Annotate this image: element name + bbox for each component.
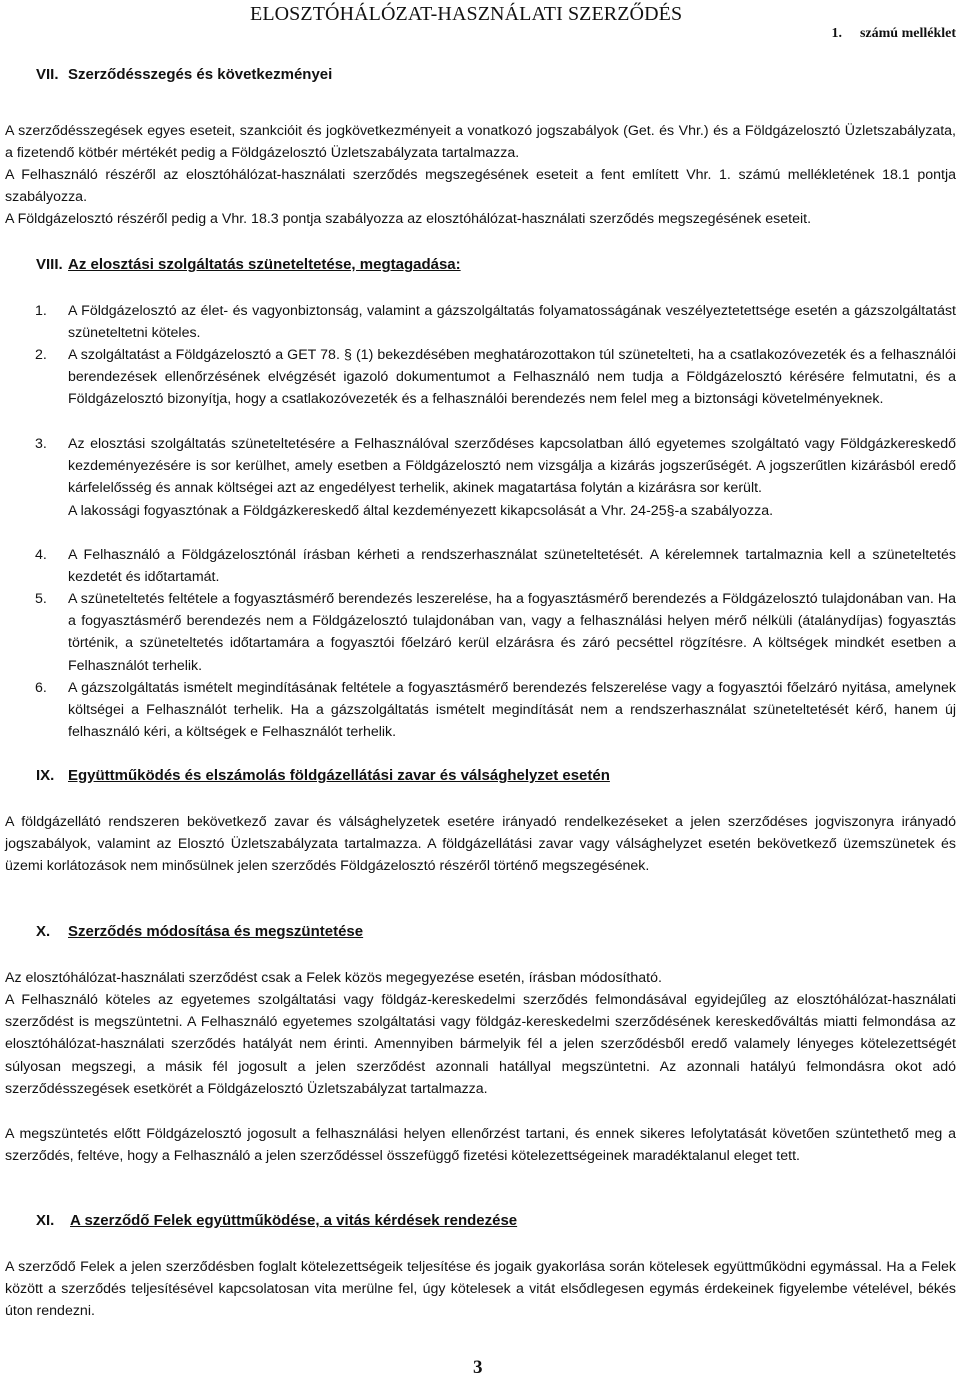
list-item <box>5 433 956 522</box>
list-item <box>5 544 956 588</box>
paragraph: A Földgázelosztó részéről pedig a Vhr. 18.3 pontja szabályozza az elosztóhálózat-használati szerződés megszegésének eseteit. <box>5 211 812 227</box>
list-item-text: A gázszolgáltatás ismételt megindításának feltétele a fogyasztásmérő berendezés felszerelése vagy a fogyasztói főelzáró nyitása, amelynek költségei a Felhasználót terhelik. Ha a gázszolgáltatás ismételt megindítását nem a rendszerhasználat szüneteltetését kérő, hanem új felhasználó kéri, a költségek e Felhasználót terhelik. <box>68 680 956 741</box>
annex-label <box>831 26 956 42</box>
section-number: XI. <box>36 1212 55 1229</box>
document-title: ELOSZTÓHÁLÓZAT-HASZNÁLATI SZERZŐDÉS <box>250 3 683 25</box>
section-heading-xi <box>36 1212 517 1229</box>
list-item <box>5 588 956 677</box>
section-number: X. <box>36 923 51 940</box>
paragraph: A megszüntetés előtt Földgázelosztó jogosult a felhasználási helyen ellenőrzést tartani, és ennek sikeres lefolytatását követően szüntethető meg a szerződés, feltéve, hogy a Felhasználó a jelen szerződéssel összefüggő fizetési kötelezettségeinek maradéktalanul eleget tett. <box>5 1126 956 1165</box>
list-item-number: 5. <box>35 591 47 607</box>
section-heading-viii <box>36 256 461 273</box>
paragraph: A földgázellátó rendszeren bekövetkező zavar és válsághelyzetek esetére irányadó rendelkezéseket a jelen szerződéses jogviszonyra irányadó jogszabályok, valamint az Elosztó Üzletszabályzata tartalmazza. A földgázellátási zavar vagy válsághelyzet esetén bekövetkező üzemszünetek és üzemi korlátozások nem minősülnek jelen szerződés Földgázelosztó részéről történő megszegésének. <box>5 814 956 875</box>
section-title: A szerződő Felek együttműködése, a vitás kérdések rendezése <box>70 1212 518 1229</box>
page-number: 3 <box>473 1357 483 1378</box>
annex-text: számú melléklet <box>859 26 956 41</box>
section-heading-vii <box>36 66 332 83</box>
paragraph: A szerződésszegések egyes eseteit, szankcióit és jogkövetkezményeit a vonatkozó jogszabályok (Get. és Vhr.) és a Földgázelosztó Üzletszabályzata, a fizetendő kötbér mértékét pedig a Földgázelosztó Üzletszabályzata tartalmazza. <box>5 123 956 162</box>
list-item-text: A szüneteltetés feltétele a fogyasztásmérő berendezés leszerelése, ha a fogyasztásmérő berendezés a Földgázelosztó tulajdonában van. Ha a fogyasztásmérő berendezés nem a Földgázelosztó tulajdonában van, vagy a felhasználási helyen mérő nélküli (átalánydíjas) fogyasztás történik, a szüneteltetés időtartamára a fogyasztói főelzáró kerül elzárásra és záró pecséttel rögzítésre. A költségek mindkét esetben a Felhasználót terhelik. <box>68 591 956 674</box>
annex-number: 1. <box>831 26 842 41</box>
section-heading-x <box>36 923 363 940</box>
section-title: Együttműködés és elszámolás földgázellátási zavar és válsághelyzet esetén <box>68 767 610 784</box>
list-item-text: A szolgáltatást a Földgázelosztó a GET 78. § (1) bekezdésében meghatározottakon túl szünetelteti, ha a csatlakozóvezeték és a felhasználói berendezések ellenőrzésének elvégzését igazoló dokumentumot a Felhasználó nem tudja a Földgázelosztó kérésére felmutatni, és a Földgázelosztó bizonyítja, hogy a csatlakozóvezeték és a felhasználói berendezés nem felel meg a biztonsági követelményeknek. <box>68 347 956 408</box>
list-item-text: A Felhasználó a Földgázelosztónál írásban kérheti a rendszerhasználat szüneteltetését. A kérelemnek tartalmaznia kell a szüneteltetés kezdetét és időtartamát. <box>68 547 956 586</box>
section-number: VIII. <box>36 256 63 273</box>
section-number: IX. <box>36 767 55 784</box>
list-item-number: 2. <box>35 347 47 363</box>
list-item-number: 4. <box>35 547 47 563</box>
section-heading-ix <box>36 767 610 784</box>
list-item-extra-text: A lakossági fogyasztónak a Földgázkereskedő által kezdeményezett kikapcsolását a Vhr. 24-25§-a szabályozza. <box>68 502 774 519</box>
paragraph: A Felhasználó köteles az egyetemes szolgáltatási vagy földgáz-kereskedelmi szerződés felmondásával egyidejűleg az elosztóhálózat-használati szerződést is megszüntetni. A Felhasználó egyetemes szolgáltatási vagy földgáz-kereskedelmi szerződésének kereskedőváltás miatti felmondása az elosztóhálózat-használati szerződés hatályát nem érinti. Amennyiben bármelyik fél a jelen szerződésből eredő valamely lényeges kötelezettségét súlyosan megszegi, a másik fél jogosult a jelen szerződést azonnali hatállyal megszüntetni. Az azonnali hatályú felmondásra okot adó szerződésszegések esetkörét a Földgázelosztó Üzletszabályzat tartalmazza. <box>5 992 956 1097</box>
section-number: VII. <box>36 66 59 83</box>
list-item-text: A Földgázelosztó az élet- és vagyonbiztonság, valamint a gázszolgáltatás folyamatosságának veszélyeztetettsége esetén a gázszolgáltatást szüneteltetni köteles. <box>68 303 956 342</box>
list-item-text: Az elosztási szolgáltatás szüneteltetésére a Felhasználóval szerződéses kapcsolatban álló egyetemes szolgáltató vagy Földgázkereskedő kezdeményezésére is sor kerülhet, amely esetben a Földgázelosztó nem vizsgálja a kizárás jogszerűségét. A jogszerűtlen kizárásból eredő kárfelelősség és annak költségei azt az engedélyest terhelik, akinek magatartása folytán a kizárásra sor került. <box>68 436 956 497</box>
section-title: Az elosztási szolgáltatás szüneteltetése, megtagadása: <box>68 256 461 273</box>
list-item-number: 3. <box>35 436 47 452</box>
list-item-number: 1. <box>35 303 47 319</box>
list-item-number: 6. <box>35 680 47 696</box>
section-title: Szerződés módosítása és megszüntetése <box>68 923 364 940</box>
paragraph: Az elosztóhálózat-használati szerződést csak a Felek közös megegyezése esetén, írásban módosítható. <box>5 970 662 986</box>
list-item <box>5 344 956 411</box>
paragraph: A szerződő Felek a jelen szerződésben foglalt kötelezettségeik teljesítése és jogaik gyakorlása során kötelesek együttműködni egymással. Ha a Felek között a szerződés teljesítésével kapcsolatosan vita merülne fel, úgy kötelesek a vitát elsődlegesen egymás érdekeinek figyelembe vételével, békés úton rendezni. <box>5 1259 956 1320</box>
section-title: Szerződésszegés és következményei <box>68 66 333 83</box>
paragraph: A Felhasználó részéről az elosztóhálózat-használati szerződés megszegésének eseteit a fent említett Vhr. 1. számú mellékletének 18.1 pontja szabályozza. <box>5 167 956 206</box>
list-item <box>5 300 956 344</box>
list-item <box>5 677 956 744</box>
